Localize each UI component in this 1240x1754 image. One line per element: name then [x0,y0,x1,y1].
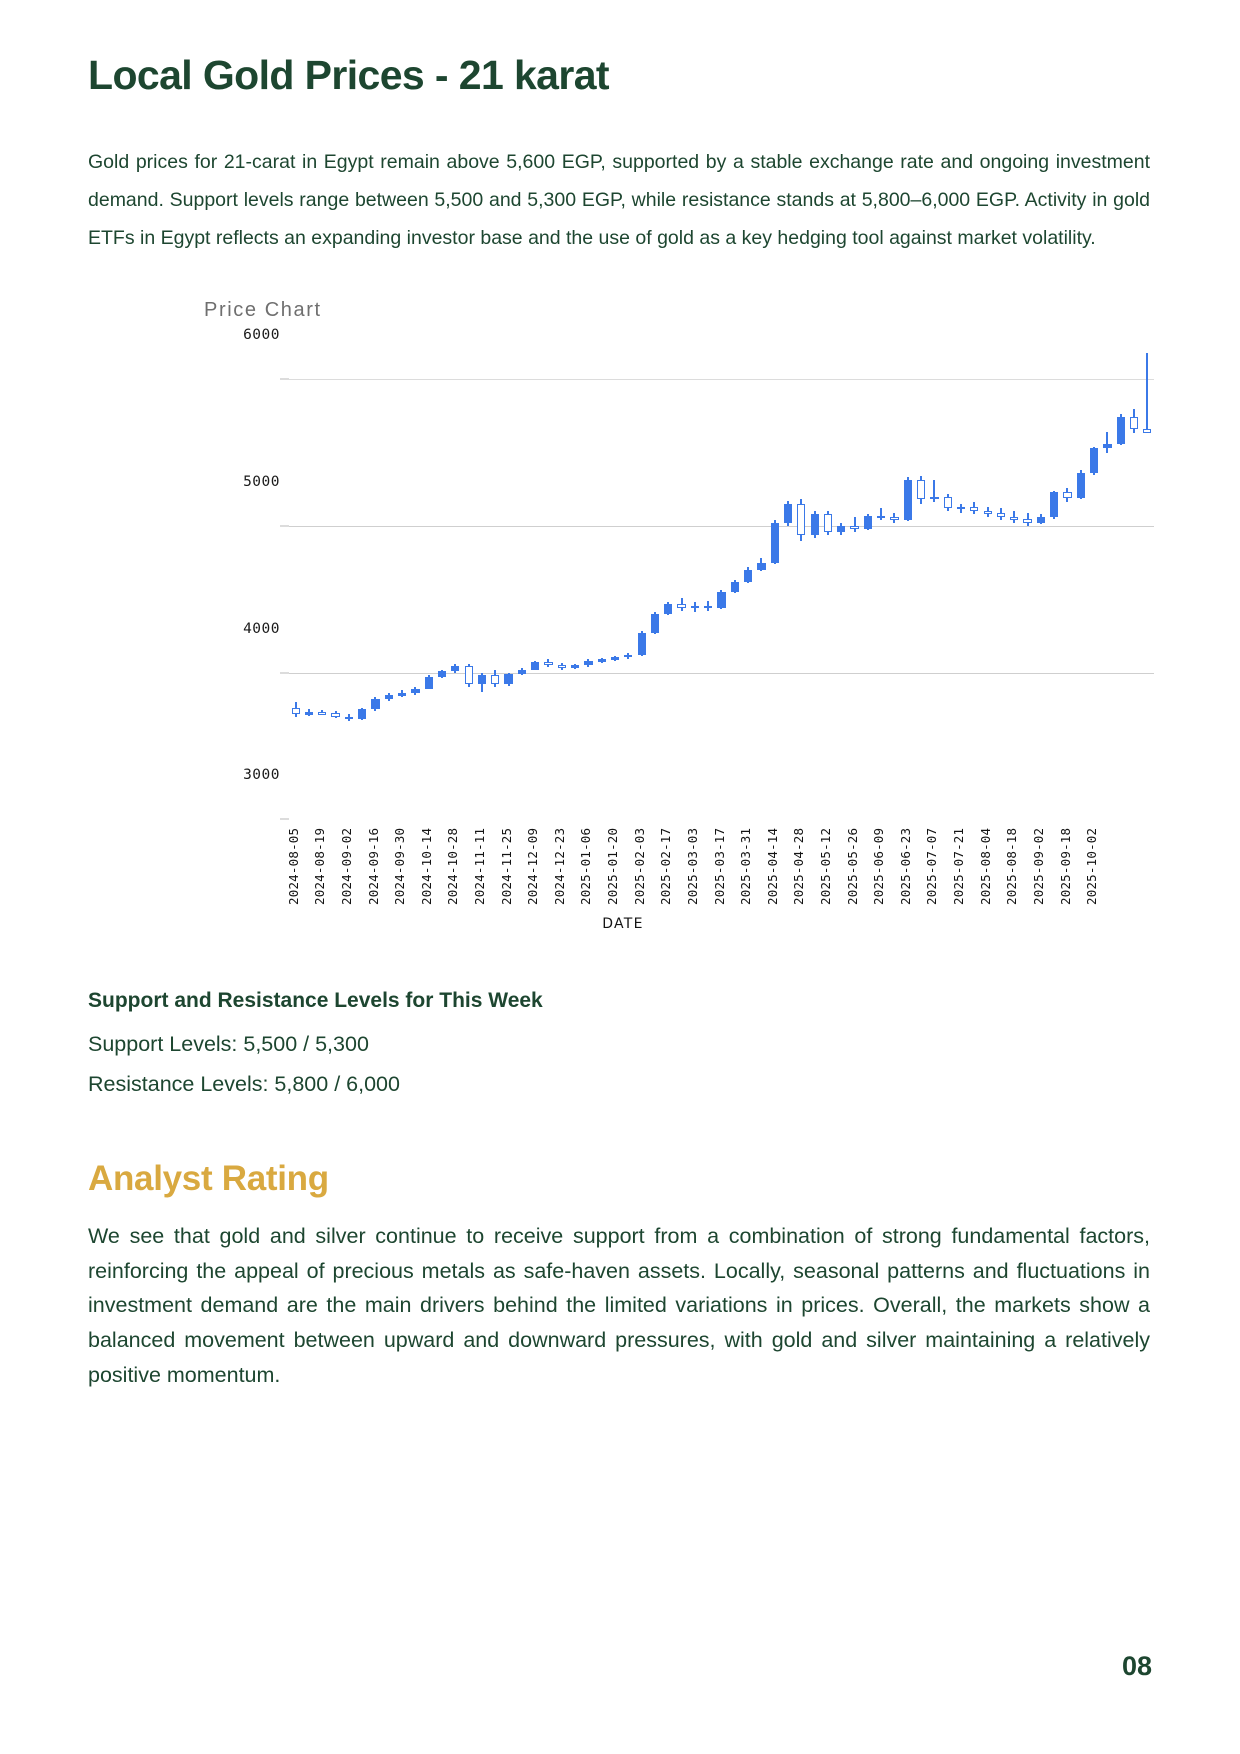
candlestick [518,335,526,775]
candlestick [558,335,566,775]
x-tick-label: 2024-09-02 [338,827,354,906]
candlestick [1130,335,1138,775]
x-tick-label: 2024-12-23 [551,827,567,906]
candlestick [1023,335,1031,775]
candle-wick [854,517,856,532]
levels-heading: Support and Resistance Levels for This Week [88,989,543,1013]
x-tick-label: 2025-08-04 [977,827,993,906]
x-tick-label: 2024-10-28 [445,827,461,906]
page-number: 08 [1121,1651,1152,1681]
x-tick-label: 2024-08-05 [285,827,301,906]
candle-body-up [398,693,406,696]
x-tick-label: 2025-01-06 [578,827,594,906]
candlestick [411,335,419,775]
candle-body-up [638,633,646,655]
candlestick-plot-area [289,335,1154,775]
candlestick [305,335,313,775]
candle-body-up [837,526,845,532]
x-tick-label: 2025-08-18 [1004,827,1020,906]
candle-body-down [331,713,339,717]
candle-body-down [1023,519,1031,523]
candle-body-up [1090,448,1098,473]
y-tick-mark [280,672,289,673]
candlestick [438,335,446,775]
candlestick [318,335,326,775]
x-axis-ticks [285,783,1154,906]
candle-body-up [571,665,579,668]
x-tick-label: 2025-01-20 [605,827,621,906]
candle-body-up [358,709,366,719]
candlestick [398,335,406,775]
candle-body-down [544,662,552,665]
chart-title: Price Chart [204,299,322,322]
candlestick [1090,335,1098,775]
candlestick [1037,335,1045,775]
candle-body-down [1143,429,1151,433]
candle-body-down [797,504,805,535]
candlestick [744,335,752,775]
candle-wick [1106,432,1108,453]
y-tick-label: 5000 [243,473,280,490]
candle-body-up [930,497,938,500]
candlestick [624,335,632,775]
x-tick-label: 2025-10-02 [1084,827,1100,906]
x-tick-label: 2025-03-03 [684,827,700,906]
x-tick-label: 2025-04-28 [791,827,807,906]
candle-body-down [1063,492,1071,498]
x-tick-label: 2024-11-25 [498,827,514,906]
candle-body-up [624,655,632,658]
y-tick-mark [280,819,289,820]
candlestick [984,335,992,775]
candlestick [944,335,952,775]
candlestick [292,335,300,775]
candlestick [850,335,858,775]
y-axis-ticks [202,327,280,784]
candle-wick [1146,353,1148,431]
x-tick-label: 2024-08-19 [312,827,328,906]
candle-body-up [438,671,446,677]
x-tick-label: 2025-05-26 [844,827,860,906]
candlestick [864,335,872,775]
candle-body-up [584,661,592,665]
candlestick [651,335,659,775]
candlestick [385,335,393,775]
candlestick [478,335,486,775]
candle-body-up [531,662,539,669]
y-tick-mark [280,379,289,380]
candlestick [358,335,366,775]
candlestick [691,335,699,775]
candle-body-down [345,717,353,720]
candlestick [877,335,885,775]
candle-wick [880,508,882,520]
x-tick-label: 2025-05-12 [817,827,833,906]
candlestick [345,335,353,775]
candle-body-up [904,480,912,520]
x-tick-label: 2025-06-09 [871,827,887,906]
candle-body-up [504,674,512,684]
x-tick-label: 2025-06-23 [897,827,913,906]
y-tick-label: 6000 [243,327,280,344]
candle-body-up [611,657,619,660]
x-tick-label: 2024-10-14 [418,827,434,906]
candle-body-up [717,592,725,608]
x-tick-label: 2025-04-14 [764,827,780,906]
candlestick [331,335,339,775]
candle-body-down [984,511,992,514]
x-tick-label: 2024-12-09 [525,827,541,906]
candlestick [611,335,619,775]
candlestick [957,335,965,775]
candlestick [1117,335,1125,775]
candlestick [677,335,685,775]
candlestick [571,335,579,775]
candlestick [904,335,912,775]
x-tick-label: 2025-09-02 [1030,827,1046,906]
candle-body-up [451,666,459,671]
candlestick [664,335,672,775]
x-tick-label: 2025-09-18 [1057,827,1073,906]
candlestick [917,335,925,775]
candle-body-up [385,695,393,699]
candle-body-up [518,670,526,674]
candlestick [598,335,606,775]
candlestick [837,335,845,775]
candlestick [531,335,539,775]
resistance-levels-line: Resistance Levels: 5,800 / 6,000 [88,1071,400,1096]
candle-body-up [651,614,659,633]
page-title: Local Gold Prices - 21 karat [88,52,609,98]
candle-body-up [691,606,699,609]
x-tick-label: 2025-02-03 [631,827,647,906]
candlestick [1063,335,1071,775]
candle-body-down [1130,417,1138,429]
candle-body-down [850,526,858,529]
candle-body-up [757,563,765,570]
candle-body-down [677,604,685,608]
candlestick [797,335,805,775]
candle-body-up [744,570,752,582]
candle-body-down [877,516,885,519]
candle-body-down [1010,517,1018,520]
x-tick-label: 2025-02-17 [658,827,674,906]
intro-paragraph: Gold prices for 21-carat in Egypt remain above 5,600 EGP, supported by a stable exchange rate and ongoing investment demand. Support levels range between 5,500 and 5,300 EGP, while resistance stands at 5,800–6,000 EGP. Activity in gold ETFs in Egypt reflects an expanding investor base and the use of gold as a key hedging tool against market volatility. [88,151,1150,250]
x-tick-label: 2024-09-30 [392,827,408,906]
candlestick [824,335,832,775]
candlestick [1103,335,1111,775]
candle-body-up [957,507,965,510]
x-axis-label: DATE [602,916,644,933]
candle-body-down [890,517,898,520]
candlestick [638,335,646,775]
candle-body-down [970,507,978,511]
candle-body-up [664,604,672,614]
x-tick-label: 2025-03-31 [738,827,754,906]
candlestick [784,335,792,775]
candlestick [890,335,898,775]
candle-body-up [411,689,419,693]
candle-body-up [425,677,433,689]
candle-body-up [478,675,486,684]
analyst-rating-body: We see that gold and silver continue to receive support from a combination of strong fundamental factors, reinforcing the appeal of precious metals as safe-haven assets. Locally, seasonal patterns and fluctuations in investment demand are the main drivers behind the limited variations in prices. Overall, the markets show a balanced movement between upward and downward pressures, with gold and silver maintaining a relatively positive momentum. [88,1223,1150,1388]
x-tick-label: 2024-09-16 [365,827,381,906]
candlestick [465,335,473,775]
candle-body-up [305,712,313,715]
candle-body-up [371,699,379,709]
y-tick-mark [280,525,289,526]
candlestick [371,335,379,775]
candle-body-up [771,523,779,563]
candlestick [1143,335,1151,775]
candlestick [1010,335,1018,775]
candle-body-down [917,480,925,499]
candle-body-up [1103,444,1111,448]
candle-body-down [292,708,300,714]
candlestick [704,335,712,775]
x-tick-label: 2025-07-21 [951,827,967,906]
candlestick [491,335,499,775]
x-tick-label: 2024-11-11 [471,827,487,906]
candlestick [771,335,779,775]
chart-plot-wrapper [92,327,1154,784]
candlestick [584,335,592,775]
candle-body-up [811,514,819,535]
candle-body-up [864,516,872,529]
candle-body-up [731,582,739,592]
x-tick-label: 2025-07-07 [924,827,940,906]
candle-body-down [491,675,499,684]
candle-body-up [1117,417,1125,443]
candle-body-down [465,666,473,684]
candlestick [970,335,978,775]
candle-body-down [824,514,832,532]
candle-body-up [598,659,606,662]
candle-body-up [784,504,792,523]
candle-body-down [318,712,326,715]
candlestick [1077,335,1085,775]
candle-body-up [1037,517,1045,523]
candlestick [544,335,552,775]
y-tick-label: 3000 [243,767,280,784]
candlestick [425,335,433,775]
candle-body-up [1050,492,1058,517]
candlestick [997,335,1005,775]
y-tick-label: 4000 [243,620,280,637]
price-chart-block [92,291,1154,981]
candlestick [930,335,938,775]
candle-body-up [1077,473,1085,498]
candlestick [451,335,459,775]
candlestick [504,335,512,775]
candle-body-down [558,665,566,668]
x-tick-label: 2025-03-17 [711,827,727,906]
candlestick [757,335,765,775]
candlestick [717,335,725,775]
candle-body-down [944,497,952,509]
candlestick [811,335,819,775]
support-levels-line: Support Levels: 5,500 / 5,300 [88,1032,369,1057]
analyst-rating-title: Analyst Rating [88,1158,329,1198]
candle-body-down [997,513,1005,517]
candlestick [731,335,739,775]
candle-body-down [704,606,712,609]
candlestick [1050,335,1058,775]
